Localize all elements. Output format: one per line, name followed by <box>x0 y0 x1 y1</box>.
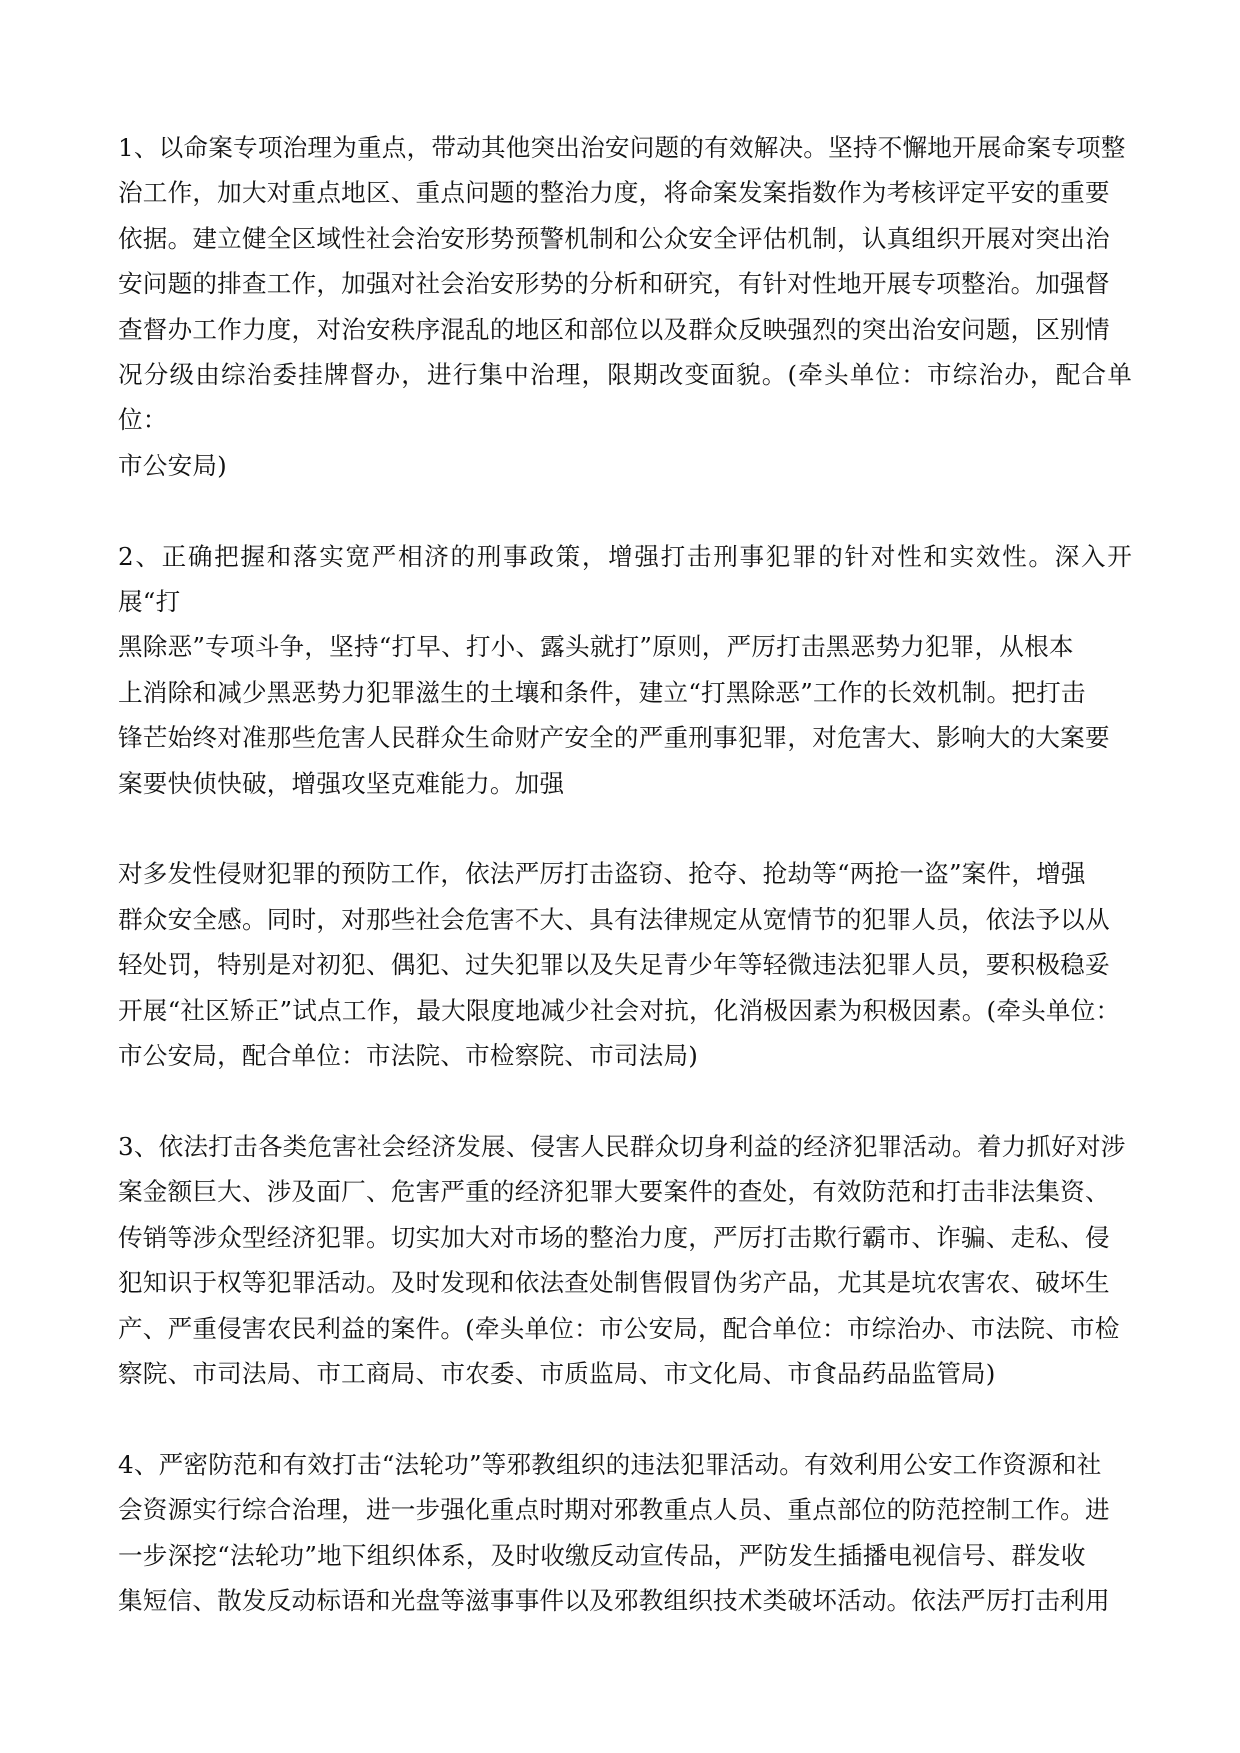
document-body <box>118 125 1132 1623</box>
paragraph-3-economic-crime: 3、依法打击各类危害社会经济发展、侵害人民群众切身利益的经济犯罪活动。着力抓好对涉 案金额巨大、涉及面厂、危害严重的经济犯罪大要案件的查处，有效防范和打击非法集资、 传销等涉众型经济犯罪。切实加大对市场的整治力度，严厉打击欺行霸市、诈骗、走私、侵 犯知识于权等犯罪活动。及时发现和依法查处制售假冒伪劣产品，尤其是坑农害农、破坏生 产、严重侵害农民利益的案件。(牵头单位：市公安局，配合单位：市综治办、市法院、市检 察院、市司法局、市工商局、市农委、市质监局、市文化局、市食品药品监管局) <box>118 1131 1126 1388</box>
paragraph-1-homicide-control: 1、以命案专项治理为重点，带动其他突出治安问题的有效解决。坚持不懈地开展命案专项整 治工作，加大对重点地区、重点问题的整治力度，将命案发案指数作为考核评定平安的重要 依据。建立健全区域性社会治安形势预警机制和公众安全评估机制，认真组织开展对突出治 安问题的排查工作，加强对社会治安形势的分析和研究，有针对性地开展专项整治。加强督 查督办工作力度，对治安秩序混乱的地区和部位以及群众反映强烈的突出治安问题，区别情 况分级由综治委挂牌督办，进行集中治理，限期改变面貌。(牵头单位：市综治办，配合单位： 市公安局) <box>118 133 1132 480</box>
paragraph-2-continued-property-crime: 对多发性侵财犯罪的预防工作，依法严厉打击盗窃、抢夺、抢劫等“两抢一盗”案件，增强 群众安全感。同时，对那些社会危害不大、具有法律规定从宽情节的犯罪人员，依法予以从 轻处罚，特别是对初犯、偶犯、过失犯罪以及失足青少年等轻微违法犯罪人员，要积极稳妥 开展“社区矫正”试点工作，最大限度地减少社会对抗，化消极因素为积极因素。(牵头单位： 市公安局，配合单位：市法院、市检察院、市司法局) <box>118 859 1121 1071</box>
paragraph-4-cult-crime: 4、严密防范和有效打击“法轮功”等邪教组织的违法犯罪活动。有效利用公安工作资源和社 会资源实行综合治理，进一步强化重点时期对邪教重点人员、重点部位的防范控制工作。进 一步深挖“法轮功”地下组织体系，及时收缴反动宣传品，严防发生插播电视信号、群发收 集短信、散发反动标语和光盘等滋事事件以及邪教组织技术类破坏活动。依法严厉打击利用 <box>118 1449 1110 1615</box>
paragraph-2-criminal-policy: 2、正确把握和落实宽严相济的刑事政策，增强打击刑事犯罪的针对性和实效性。深入开展“打 黑除恶”专项斗争，坚持“打早、打小、露头就打”原则，严厉打击黑恶势力犯罪，从根本 上消除和减少黑恶势力犯罪滋生的土壤和条件，建立“打黑除恶”工作的长效机制。把打击 锋芒始终对准那些危害人民群众生命财产安全的严重刑事犯罪，对危害大、影响大的大案要 案要快侦快破，增强攻坚克难能力。加强 <box>118 541 1132 798</box>
